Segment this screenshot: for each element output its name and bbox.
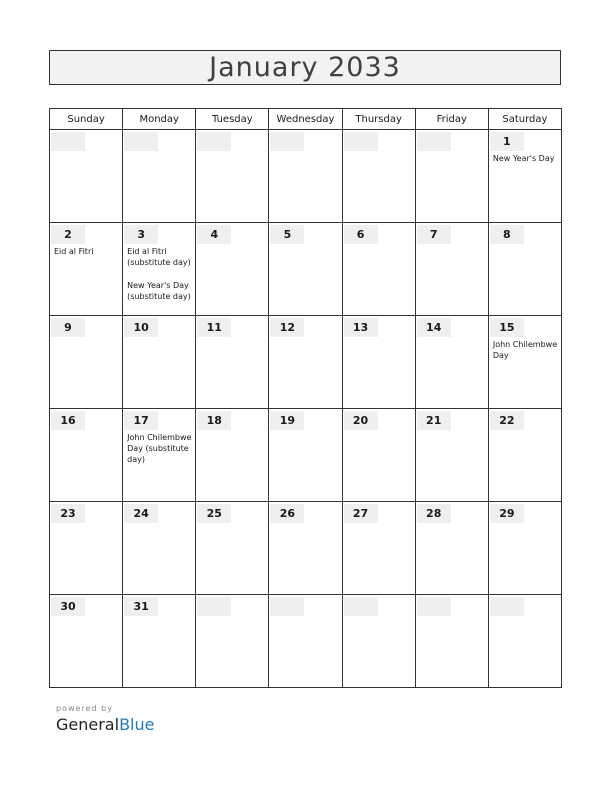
day-number: 1 (490, 132, 524, 151)
day-cell (488, 223, 561, 316)
day-number: 13 (344, 318, 378, 337)
day-cell (123, 223, 196, 316)
day-cell (488, 130, 561, 223)
weekday-header: Saturday (488, 109, 561, 130)
holiday-list (127, 432, 193, 465)
day-number (344, 132, 378, 151)
brand-name-general: General (56, 715, 120, 734)
weekday-header: Monday (123, 109, 196, 130)
holiday-label: New Year's Day (substitute day) (127, 281, 191, 301)
day-number: 7 (417, 225, 451, 244)
empty-day-cell (342, 595, 415, 688)
day-cell (50, 316, 123, 409)
day-cell (123, 409, 196, 502)
day-cell (342, 316, 415, 409)
day-cell (415, 502, 488, 595)
empty-day-cell (196, 130, 269, 223)
day-cell (415, 316, 488, 409)
day-number (197, 132, 231, 151)
day-number (417, 132, 451, 151)
day-cell (196, 223, 269, 316)
day-number (417, 597, 451, 616)
day-number: 4 (197, 225, 231, 244)
powered-by-text: powered by (56, 704, 113, 713)
day-number: 15 (490, 318, 524, 337)
day-cell (50, 595, 123, 688)
empty-day-cell (196, 595, 269, 688)
empty-day-cell (488, 595, 561, 688)
empty-day-cell (342, 130, 415, 223)
calendar-title-box (49, 50, 561, 85)
day-cell (342, 502, 415, 595)
week-row (50, 316, 562, 409)
holiday-list (127, 246, 193, 302)
empty-day-cell (269, 130, 342, 223)
day-cell (488, 316, 561, 409)
day-number (51, 132, 85, 151)
day-number: 6 (344, 225, 378, 244)
day-number: 17 (124, 411, 158, 430)
weekday-header: Friday (415, 109, 488, 130)
week-row (50, 223, 562, 316)
weekday-header: Thursday (342, 109, 415, 130)
day-number: 24 (124, 504, 158, 523)
empty-day-cell (415, 130, 488, 223)
brand-name-blue: Blue (119, 715, 155, 734)
day-cell (123, 502, 196, 595)
week-row (50, 502, 562, 595)
empty-day-cell (50, 130, 123, 223)
holiday-list (493, 339, 559, 361)
day-cell (196, 502, 269, 595)
day-number (270, 132, 304, 151)
day-number: 22 (490, 411, 524, 430)
day-cell (342, 223, 415, 316)
calendar-grid (49, 108, 562, 688)
day-number: 31 (124, 597, 158, 616)
day-number: 5 (270, 225, 304, 244)
day-number: 21 (417, 411, 451, 430)
empty-day-cell (269, 595, 342, 688)
day-number: 19 (270, 411, 304, 430)
day-number: 3 (124, 225, 158, 244)
footer (56, 704, 154, 734)
day-number: 30 (51, 597, 85, 616)
day-cell (269, 502, 342, 595)
calendar-title: January 2033 (209, 52, 401, 83)
day-cell (123, 316, 196, 409)
day-cell (269, 223, 342, 316)
day-number (197, 597, 231, 616)
day-cell (415, 409, 488, 502)
holiday-label: John Chilembwe Day (492, 340, 558, 360)
day-number (124, 132, 158, 151)
day-number (490, 597, 524, 616)
day-number: 14 (417, 318, 451, 337)
day-number (344, 597, 378, 616)
weekday-header: Tuesday (196, 109, 269, 130)
day-cell (269, 316, 342, 409)
day-number (270, 597, 304, 616)
holiday-label: John Chilembwe Day (substitute day) (127, 433, 192, 464)
day-number: 9 (51, 318, 85, 337)
weekday-header: Sunday (50, 109, 123, 130)
weekday-header-row (50, 109, 562, 130)
day-cell (50, 223, 123, 316)
day-number: 20 (344, 411, 378, 430)
holiday-list (54, 246, 120, 257)
day-number: 29 (490, 504, 524, 523)
day-number: 27 (344, 504, 378, 523)
empty-day-cell (415, 595, 488, 688)
day-cell (415, 223, 488, 316)
week-row (50, 130, 562, 223)
day-number: 10 (124, 318, 158, 337)
week-row (50, 595, 562, 688)
day-number: 8 (490, 225, 524, 244)
day-cell (50, 409, 123, 502)
day-number: 18 (197, 411, 231, 430)
day-cell (269, 409, 342, 502)
holiday-label: New Year's Day (492, 154, 555, 163)
holiday-label: Eid al Fitri (54, 247, 94, 256)
day-number: 11 (197, 318, 231, 337)
day-cell (488, 502, 561, 595)
day-number: 26 (270, 504, 304, 523)
day-number: 23 (51, 504, 85, 523)
day-cell (488, 409, 561, 502)
day-cell (50, 502, 123, 595)
day-cell (196, 316, 269, 409)
week-row (50, 409, 562, 502)
brand-logo (56, 715, 154, 734)
day-number: 25 (197, 504, 231, 523)
empty-day-cell (123, 130, 196, 223)
day-number: 28 (417, 504, 451, 523)
day-number: 12 (270, 318, 304, 337)
day-cell (123, 595, 196, 688)
day-number: 16 (51, 411, 85, 430)
weekday-header: Wednesday (269, 109, 342, 130)
day-cell (342, 409, 415, 502)
day-cell (196, 409, 269, 502)
holiday-list (493, 153, 559, 164)
day-number: 2 (51, 225, 85, 244)
holiday-label: Eid al Fitri (substitute day) (127, 247, 191, 267)
